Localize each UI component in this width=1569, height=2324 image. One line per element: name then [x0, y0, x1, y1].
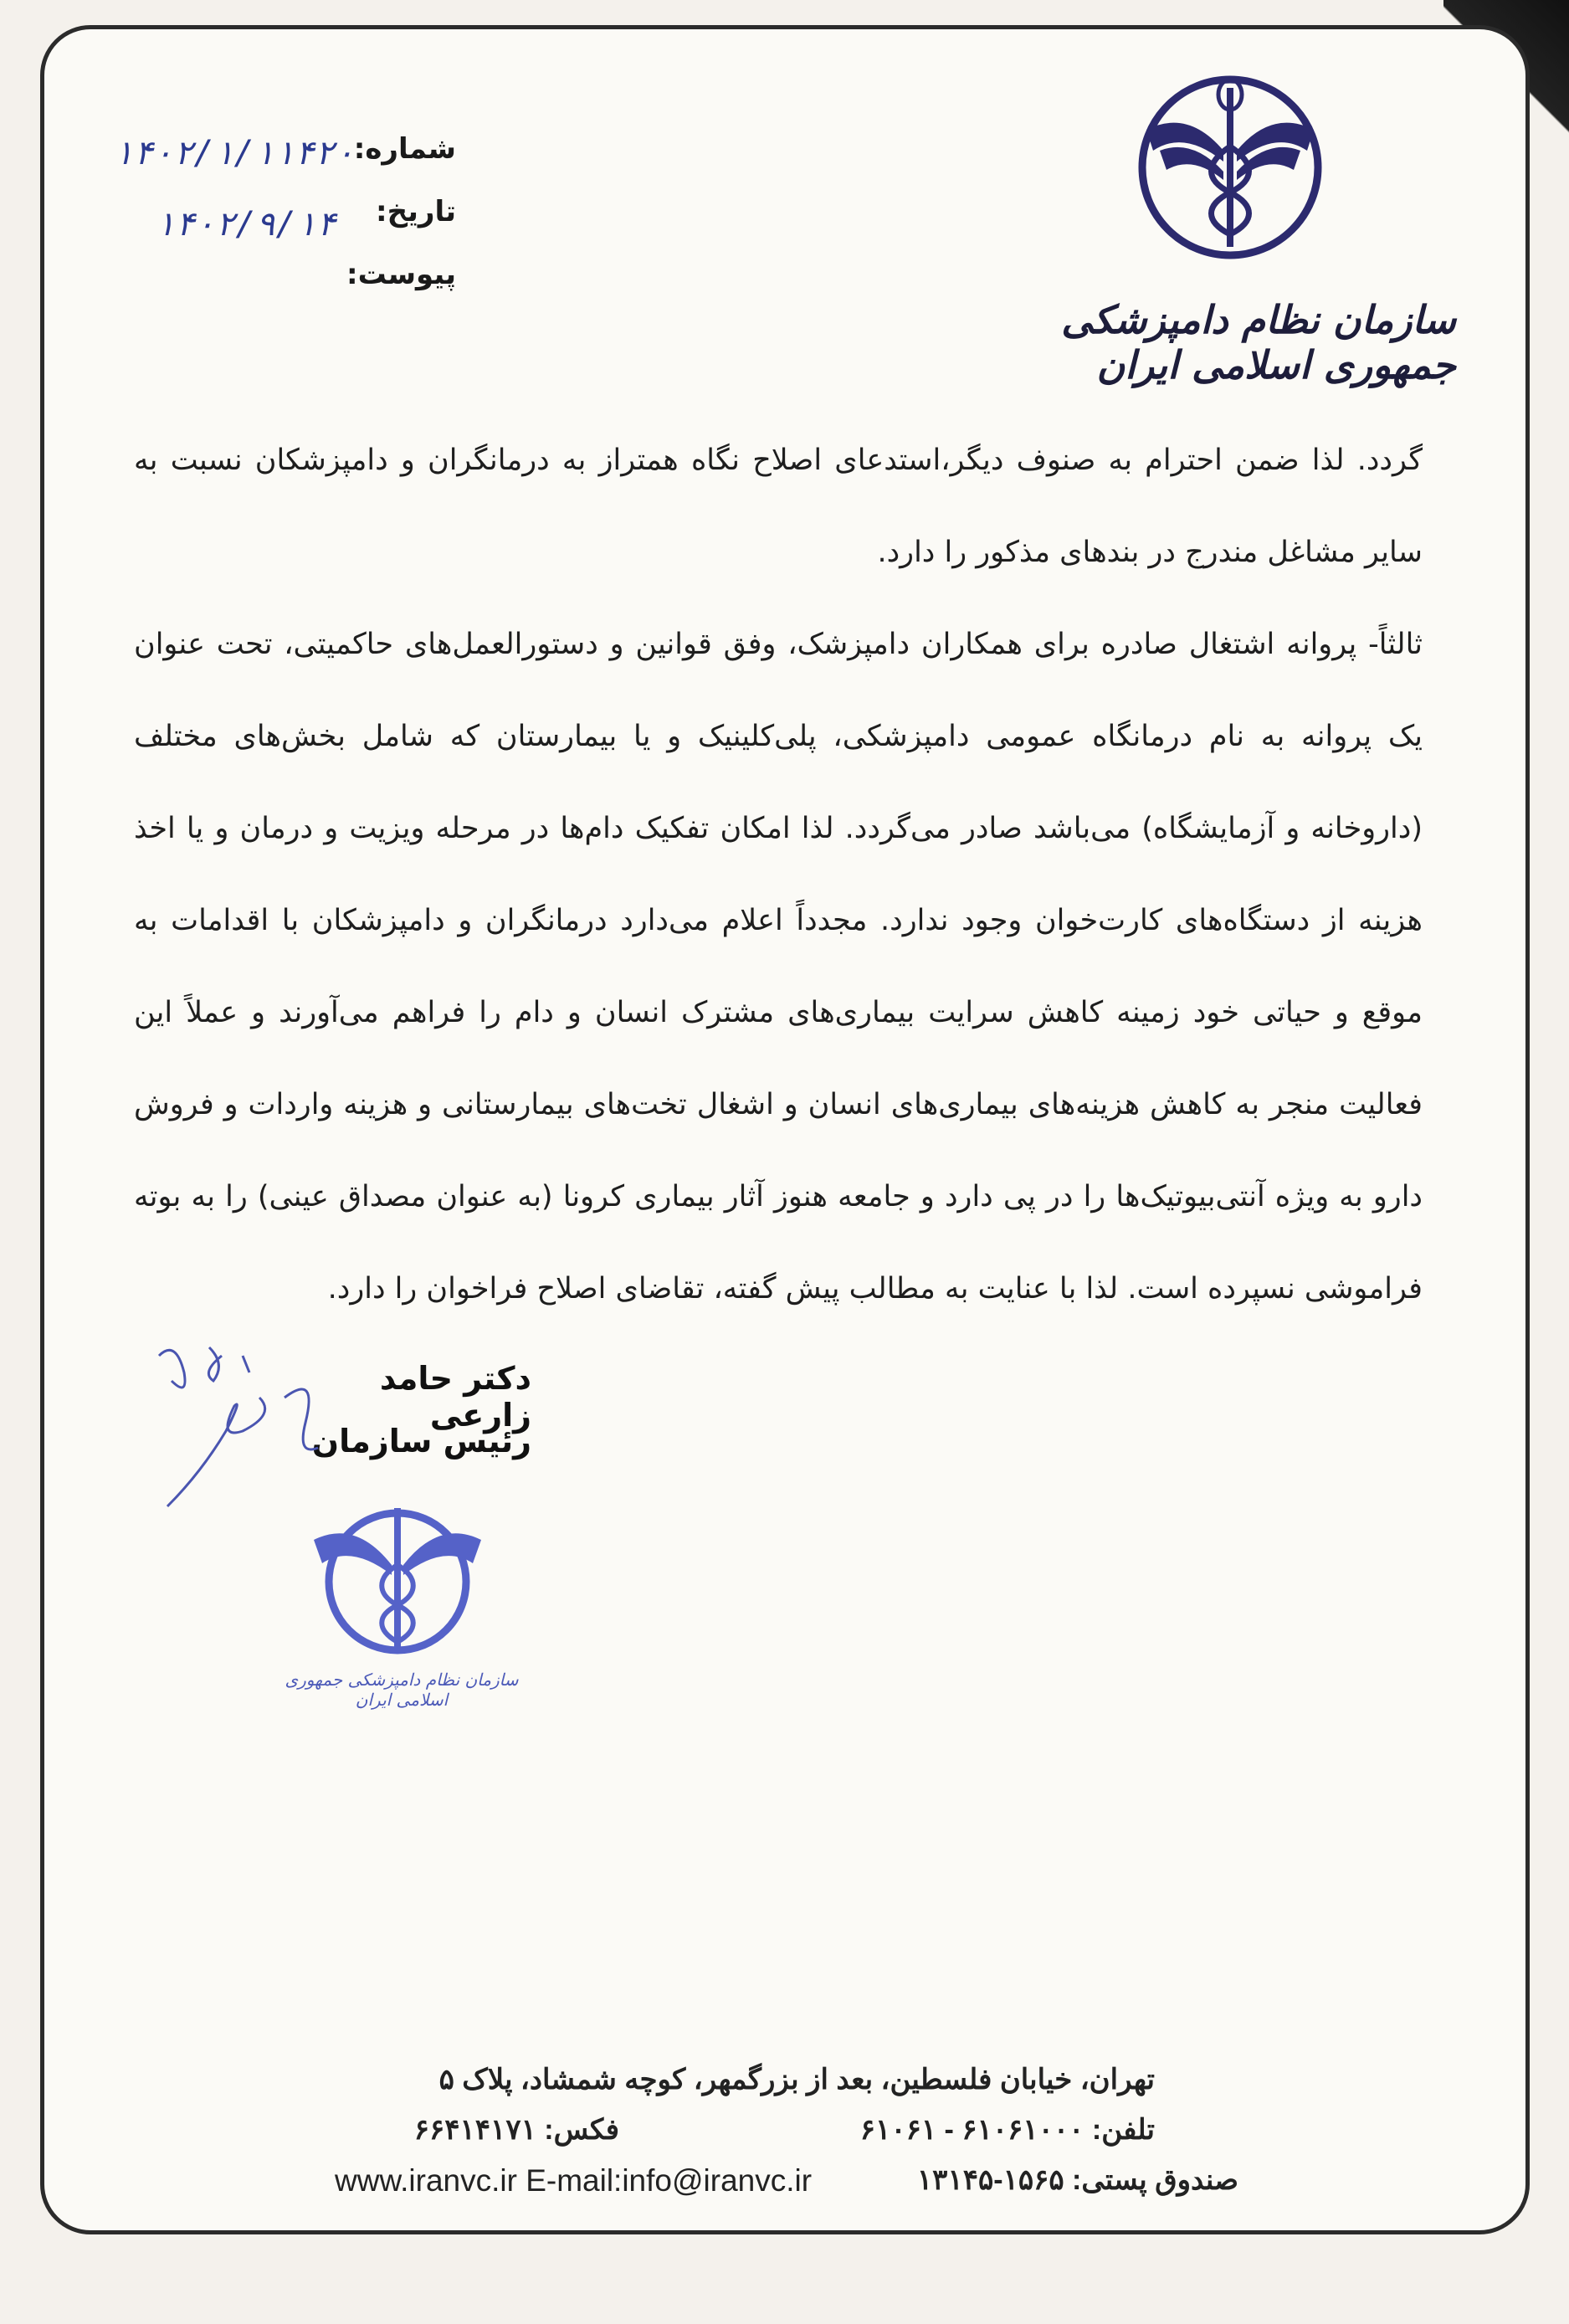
number-value: ۱۴۰۲/۱/۱۱۴۲۰	[113, 134, 355, 172]
organization-name: سازمان نظام دامپزشکی جمهوری اسلامی ایران	[1061, 297, 1456, 387]
handwritten-signature	[151, 1322, 335, 1515]
number-label: شماره:	[353, 132, 456, 166]
footer-phone: تلفن: ۶۱۰۶۱۰۰۰ - ۶۱۰۶۱	[859, 2114, 1155, 2146]
body-paragraph: گردد. لذا ضمن احترام به صنوف دیگر،استدعای اصلاح نگاه همتراز به درمانگران و دامپزشکان نسبت به سایر مشاغل مندرج در بندهای مذکور را دارد.	[134, 444, 1423, 569]
footer-address: تهران، خیابان فلسطین، بعد از بزرگمهر، کوچه شمشاد، پلاک ۵	[438, 2064, 1155, 2096]
signatory-name: دکتر حامد زارعی	[379, 1360, 531, 1434]
date-value: ۱۴۰۲/۹/۱۴	[155, 205, 336, 244]
organization-logo	[1130, 71, 1331, 264]
footer-fax: فکس: ۶۶۴۱۴۱۷۱	[413, 2114, 619, 2146]
signatory-title: رئیس سازمان	[311, 1423, 531, 1460]
footer-web-email[interactable]: www.iranvc.ir E-mail:info@iranvc.ir	[335, 2163, 813, 2198]
footer-po-box: صندوق پستی: ۱۵۶۵-۱۳۱۴۵	[916, 2164, 1238, 2196]
body-paragraph: ثالثاً- پروانه اشتغال صادره برای همکاران دامپزشک، وفق قوانین و دستورالعمل‌های حاکمیتی، تحت عنوان یک پروانه به نام درمانگاه عمومی دامپزشکی، پلی‌کلینیک و یا بیمارستان که شامل بخش‌های مختلف (داروخانه و آزمایشگاه) می‌باشد صادر می‌گردد. لذا امکان تفکیک دام‌ها در مرحله ویزیت و درمان و یا اخذ هزینه از دستگاه‌های کارت‌خوان وجود ندارد. مجدداً اعلام می‌دارد درمانگران و دامپزشکان با اقدامات به موقع و حیاتی خود زمینه کاهش سرایت بیماری‌های مشترک انسان و دام را فراهم می‌آورند و عملاً این فعالیت منجر به کاهش هزینه‌های بیماری‌های انسان و اشغال تخت‌های بیمارستانی و هزینه واردات و فروش دارو به ویژه آنتی‌بیوتیک‌ها را در پی دارد و جامعه هنوز آثار بیماری کرونا (به عنوان مصداق عینی) را به بوته فراموشی نسپرده است. لذا با عنایت به مطالب پیش گفته، تقاضای اصلاح فراخوان را دارد.	[134, 628, 1423, 1306]
date-label: تاریخ:	[376, 195, 456, 228]
official-stamp	[310, 1498, 485, 1657]
letter-body	[134, 414, 1423, 1335]
stamp-caption: سازمان نظام دامپزشکی جمهوری اسلامی ایران	[285, 1670, 519, 1710]
attachment-label: پیوست:	[346, 258, 456, 291]
